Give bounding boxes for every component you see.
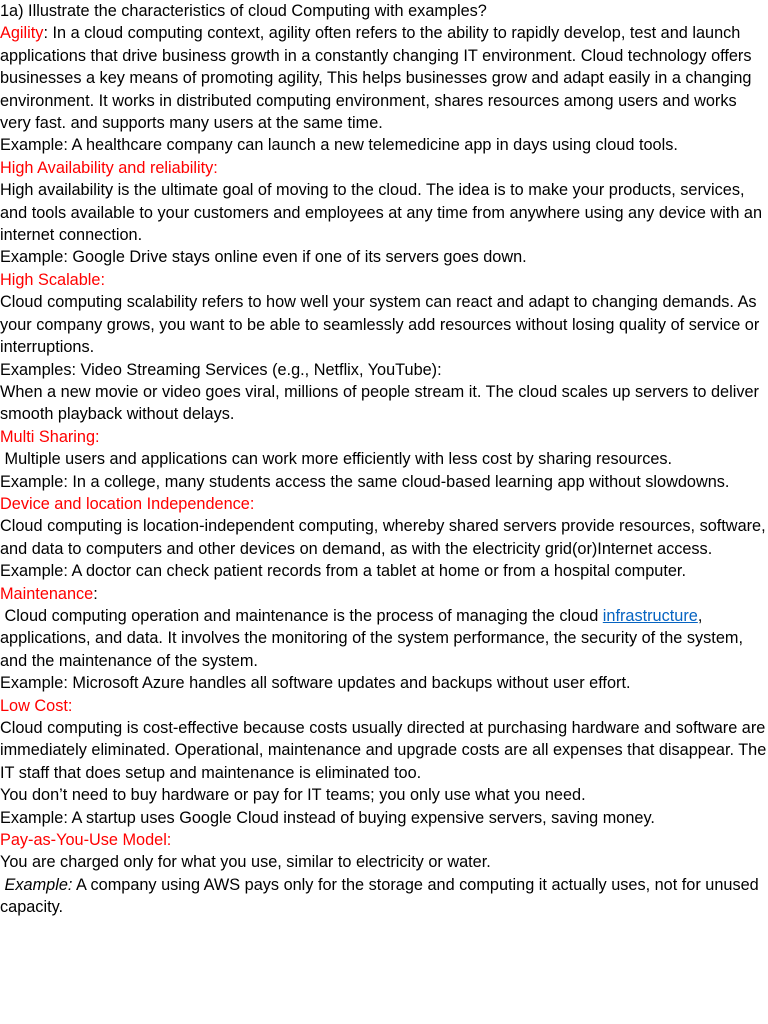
pay-as-you-use-example bbox=[0, 874, 768, 919]
independence-example: Example: A doctor can check patient records from a tablet at home or from a hospital computer. bbox=[0, 562, 686, 581]
pay-as-you-use-example-label: Example: bbox=[0, 875, 73, 894]
maintenance-heading-line bbox=[0, 583, 768, 605]
scalable-example-intro: Examples: Video Streaming Services (e.g., Netflix, YouTube): bbox=[0, 360, 442, 379]
agility-body: : In a cloud computing context, agility often refers to the ability to rapidly develop, test and launch applications that drive business growth in a constantly changing IT environment. Cloud technology offers businesses a key means of promoting agility, This helps businesses grow and adapt easily in a changing environment. It works in distributed computing environment, shares resources among users and works very fast. and supports many users at the same time. bbox=[0, 24, 752, 133]
multi-sharing-heading: Multi Sharing: bbox=[0, 427, 100, 446]
maintenance-heading-colon: : bbox=[93, 584, 98, 603]
low-cost-body: Cloud computing is cost-effective because costs usually directed at purchasing hardware and software are immediately eliminated. Operational, maintenance and upgrade costs are all expenses that disappear. The IT staff that does setup and maintenance is eliminated too. bbox=[0, 719, 767, 782]
agility-paragraph bbox=[0, 22, 768, 134]
maintenance-example: Example: Microsoft Azure handles all software updates and backups without user effort. bbox=[0, 674, 631, 693]
maintenance-body bbox=[0, 605, 768, 672]
availability-example: Example: Google Drive stays online even if one of its servers goes down. bbox=[0, 248, 527, 267]
agility-example: Example: A healthcare company can launch a new telemedicine app in days using cloud tools. bbox=[0, 136, 678, 155]
pay-as-you-use-heading: Pay-as-You-Use Model: bbox=[0, 831, 172, 850]
low-cost-heading: Low Cost: bbox=[0, 696, 73, 715]
low-cost-body-2: You don’t need to buy hardware or pay for IT teams; you only use what you need. bbox=[0, 786, 586, 805]
low-cost-example: Example: A startup uses Google Cloud instead of buying expensive servers, saving money. bbox=[0, 808, 655, 827]
independence-heading: Device and location Independence: bbox=[0, 494, 255, 513]
multi-sharing-body: Multiple users and applications can work more efficiently with less cost by sharing resources. bbox=[0, 450, 673, 469]
availability-body: High availability is the ultimate goal of moving to the cloud. The idea is to make your products, services, and tools available to your customers and employees at any time from anywhere using any device with an internet connection. bbox=[0, 181, 763, 245]
agility-heading: Agility bbox=[0, 24, 44, 43]
independence-body: Cloud computing is location-independent computing, whereby shared servers provide resources, software, and data to computers and other devices on demand, as with the electricity grid(or)Internet access. bbox=[0, 517, 766, 558]
scalable-heading: High Scalable: bbox=[0, 270, 105, 289]
infrastructure-link[interactable]: infrastructure bbox=[602, 606, 698, 625]
scalable-body: Cloud computing scalability refers to how well your system can react and adapt to changing demands. As your company grows, you want to be able to seamlessly add resources without losing quality of service or interruptions. bbox=[0, 293, 760, 357]
scalable-example: When a new movie or video goes viral, millions of people stream it. The cloud scales up servers to deliver smooth playback without delays. bbox=[0, 382, 759, 424]
availability-heading: High Availability and reliability: bbox=[0, 158, 218, 177]
pay-as-you-use-example-text: A company using AWS pays only for the storage and computing it actually uses, not for unused capacity. bbox=[0, 875, 764, 917]
maintenance-body-before-link: Cloud computing operation and maintenance is the process of managing the cloud bbox=[0, 606, 603, 625]
multi-sharing-example: Example: In a college, many students access the same cloud-based learning app without slowdowns. bbox=[0, 472, 730, 491]
maintenance-heading: Maintenance bbox=[0, 584, 94, 603]
pay-as-you-use-body: You are charged only for what you use, similar to electricity or water. bbox=[0, 853, 491, 872]
question-title: 1a) Illustrate the characteristics of cloud Computing with examples? bbox=[0, 2, 487, 20]
maintenance-body-after-link: , applications, and data. It involves the monitoring of the system performance, the security of the system, and the maintenance of the system. bbox=[0, 606, 748, 670]
